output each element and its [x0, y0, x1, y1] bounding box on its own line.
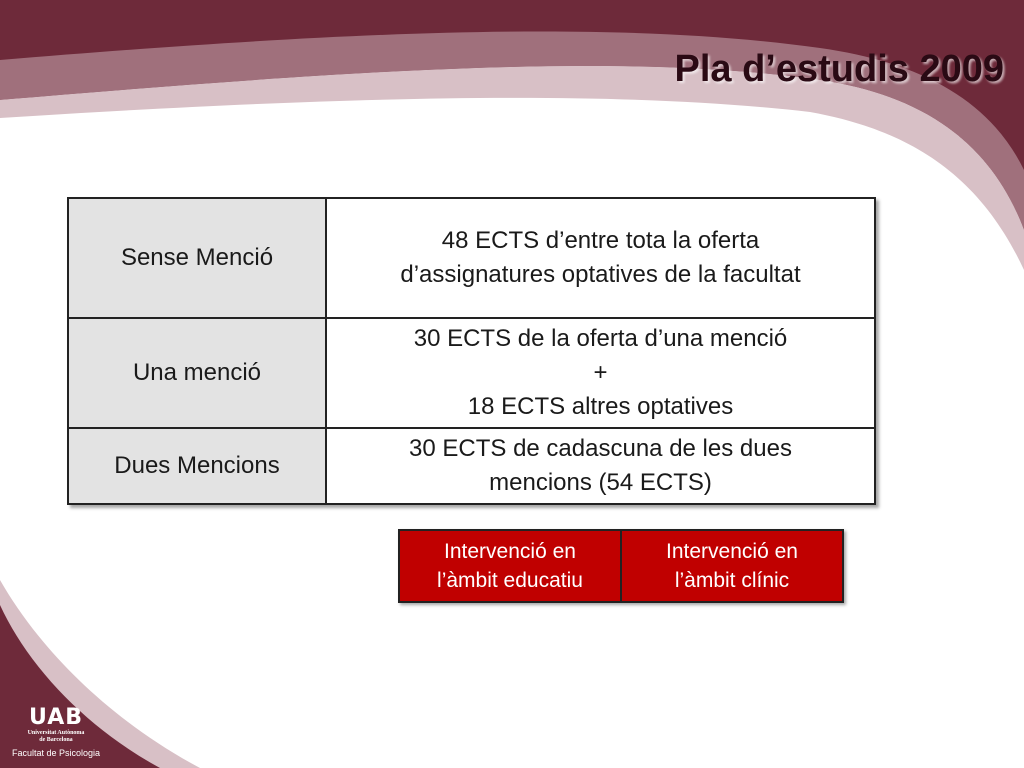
mentions-row — [399, 530, 843, 602]
description-line: d’assignatures optatives de la facultat — [400, 261, 801, 288]
table-row — [68, 428, 875, 504]
logo-mark: UAB — [29, 705, 83, 730]
row-description — [326, 318, 875, 428]
row-description — [326, 428, 875, 504]
uab-logo — [6, 706, 106, 760]
mention-line: Intervenció en — [444, 540, 576, 563]
description-line: 30 ECTS de cadascuna de les dues — [409, 435, 792, 462]
row-label: Una menció — [68, 318, 326, 428]
row-description — [326, 198, 875, 318]
description-line: 18 ECTS altres optatives — [467, 393, 734, 420]
description-line: mencions (54 ECTS) — [489, 469, 712, 496]
table-row — [68, 198, 875, 318]
mention-clinical — [621, 530, 843, 602]
mentions-table — [398, 529, 844, 603]
logo-university-line: Universitat Autònoma — [27, 730, 85, 736]
logo-university-line: de Barcelona — [39, 737, 73, 743]
mention-line: l’àmbit clínic — [674, 569, 790, 592]
row-label: Dues Mencions — [68, 428, 326, 504]
mention-line: Intervenció en — [666, 540, 798, 563]
description-line: 48 ECTS d’entre tota la oferta — [441, 227, 760, 254]
mention-educational — [399, 530, 621, 602]
table-row — [68, 318, 875, 428]
page-title: Pla d’estudis 2009 — [674, 48, 1004, 90]
mention-line: l’àmbit educatiu — [437, 569, 583, 592]
description-line: + — [593, 359, 608, 386]
logo-faculty: Facultat de Psicologia — [11, 748, 101, 758]
description-line: 30 ECTS de la oferta d’una menció — [413, 325, 788, 352]
study-plan-table — [67, 197, 876, 505]
row-label: Sense Menció — [68, 198, 326, 318]
